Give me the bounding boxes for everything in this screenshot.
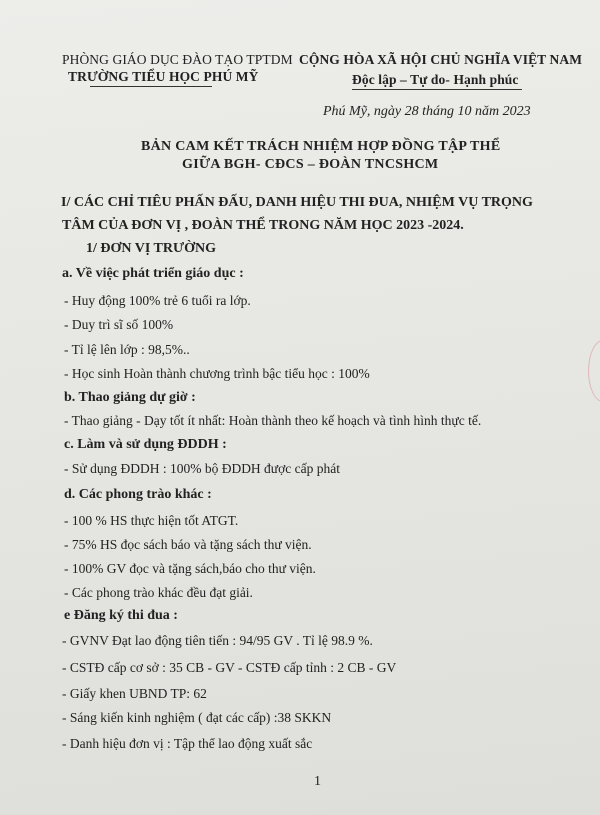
page-number: 1 bbox=[314, 774, 321, 789]
item-a1: - Huy động 100% trẻ 6 tuổi ra lớp. bbox=[64, 293, 251, 308]
item-e3: - Giấy khen UBND TP: 62 bbox=[62, 686, 207, 701]
item-d2: - 75% HS đọc sách báo và tặng sách thư viện. bbox=[64, 537, 312, 552]
item-e5: - Danh hiệu đơn vị : Tập thể lao động xuất sắc bbox=[62, 736, 313, 751]
department-name: PHÒNG GIÁO DỤC ĐÀO TẠO TPTDM bbox=[62, 52, 293, 67]
item-e2: - CSTĐ cấp cơ sở : 35 CB - GV - CSTĐ cấp tỉnh : 2 CB - GV bbox=[62, 660, 397, 675]
school-name: TRƯỜNG TIỂU HỌC PHÚ MỸ bbox=[68, 69, 259, 84]
item-a4: - Học sinh Hoàn thành chương trình bậc tiểu học : 100% bbox=[64, 366, 370, 381]
item-e1: - GVNV Đạt lao động tiên tiến : 94/95 GV . Tỉ lệ 98.9 %. bbox=[62, 633, 373, 648]
document-title-line1: BẢN CAM KẾT TRÁCH NHIỆM HỢP ĐỒNG TẬP THỂ bbox=[141, 139, 501, 154]
school-name-underline bbox=[90, 86, 212, 87]
item-e-heading: e Đăng ký thi đua : bbox=[64, 608, 178, 623]
item-a2: - Duy trì sĩ số 100% bbox=[64, 317, 174, 332]
item-d4: - Các phong trào khác đều đạt giải. bbox=[64, 585, 253, 600]
item-b1: - Thao giảng - Dạy tốt ít nhất: Hoàn thành theo kế hoạch và tình hình thực tế. bbox=[64, 413, 482, 428]
national-title: CỘNG HÒA XÃ HỘI CHỦ NGHĨA VIỆT NAM bbox=[299, 52, 583, 67]
subsection-heading: 1/ ĐƠN VỊ TRƯỜNG bbox=[86, 241, 217, 256]
item-a-heading: a. Về việc phát triển giáo dục : bbox=[62, 266, 244, 281]
item-b-heading: b. Thao giảng dự giờ : bbox=[64, 390, 196, 405]
item-d1: - 100 % HS thực hiện tốt ATGT. bbox=[64, 513, 239, 528]
item-c-heading: c. Làm và sử dụng ĐDDH : bbox=[64, 437, 227, 452]
national-motto: Độc lập – Tự do- Hạnh phúc bbox=[352, 72, 519, 87]
item-e4: - Sáng kiến kinh nghiệm ( đạt các cấp) :38 SKKN bbox=[62, 710, 332, 725]
item-c1: - Sử dụng ĐDDH : 100% bộ ĐDDH được cấp phát bbox=[64, 461, 340, 476]
item-d3: - 100% GV đọc và tặng sách,báo cho thư viện. bbox=[64, 561, 316, 576]
section-heading-line2: TÂM CỦA ĐƠN VỊ , ĐOÀN THỂ TRONG NĂM HỌC 2023 -2024. bbox=[62, 218, 464, 233]
item-a3: - Tỉ lệ lên lớp : 98,5%.. bbox=[64, 342, 190, 357]
date-line: Phú Mỹ, ngày 28 tháng 10 năm 2023 bbox=[323, 104, 531, 119]
document-title-line2: GIỮA BGH- CĐCS – ĐOÀN TNCSHCM bbox=[182, 157, 439, 172]
section-heading-line1: I/ CÁC CHỈ TIÊU PHẤN ĐẤU, DANH HIỆU THI ĐUA, NHIỆM VỤ TRỌNG bbox=[61, 195, 533, 210]
stamp-mark bbox=[588, 340, 600, 402]
motto-underline bbox=[352, 89, 522, 90]
item-d-heading: d. Các phong trào khác : bbox=[64, 487, 212, 502]
